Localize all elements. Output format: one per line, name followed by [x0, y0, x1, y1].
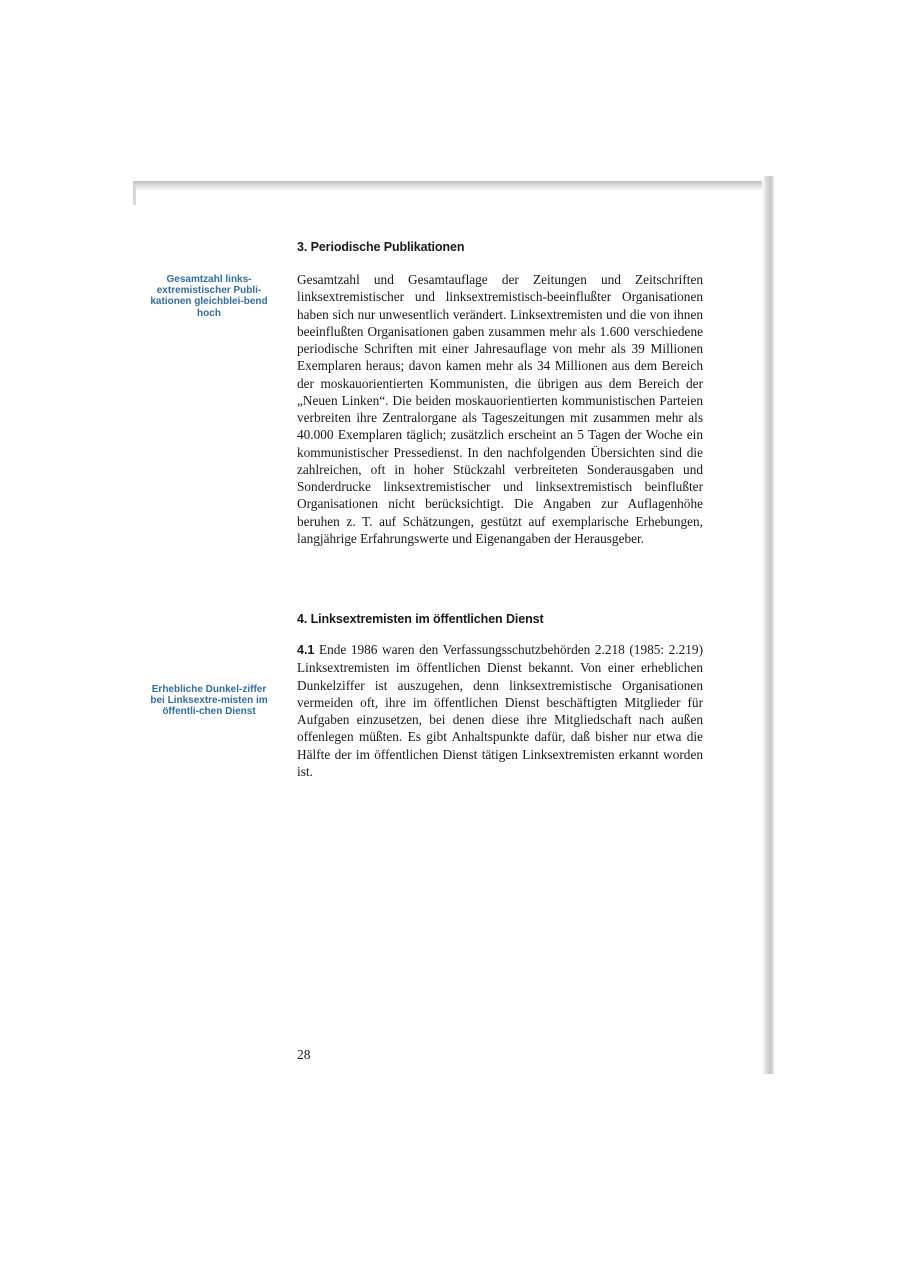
- margin-note-publications: Gesamtzahl links-extremistischer Publi-kationen gleichblei-bend hoch: [150, 274, 268, 319]
- scan-shadow-left: [133, 185, 136, 205]
- section-4-heading: 4. Linksextremisten im öffentlichen Dienst: [297, 612, 544, 626]
- section-4-1-paragraph: [297, 641, 703, 780]
- margin-note-public-service: Erhebliche Dunkel-ziffer bei Linksextre-misten im öffentli-chen Dienst: [150, 684, 268, 718]
- scan-shadow-top: [133, 181, 766, 191]
- section-3-heading: 3. Periodische Publikationen: [297, 240, 465, 254]
- subsection-number: 4.1: [297, 643, 315, 657]
- page-number: 28: [297, 1047, 311, 1062]
- section-4-1-text: Ende 1986 waren den Verfassungsschutzbehörden 2.218 (1985: 2.219) Linksextremisten im öffentlichen Dienst bekannt. Von einer erheblichen Dunkelziffer ist auszugehen, denn linksextremistische Organisationen vermeiden oft, ihre im öffentlichen Dienst beschäftigten Mitglieder für Aufgaben einzusetzen, bei denen diese ihre Mitgliedschaft nach außen offenlegen müßten. Es gibt Anhaltspunkte dafür, daß bisher nur etwa die Hälfte der im öffentlichen Dienst tätigen Linksextremisten erkannt worden ist.: [297, 642, 703, 779]
- scan-shadow-right: [762, 176, 774, 1074]
- section-3-paragraph: Gesamtzahl und Gesamtauflage der Zeitungen und Zeitschriften linksextremistischer und linksextremistisch-beeinflußter Organisationen haben sich nur unwesentlich verändert. Linksextremisten und die von ihnen beeinflußten Organisationen gaben zusammen mehr als 1.600 verschiedene periodische Schriften mit einer Jahresauflage von mehr als 39 Millionen Exemplaren heraus; davon kamen mehr als 34 Millionen aus dem Bereich der moskauorientierten Kommunisten, die übrigen aus dem Bereich der „Neuen Linken“. Die beiden moskauorientierten kommunistischen Parteien verbreiten ihre Zentralorgane als Tageszeitungen mit zusammen mehr als 40.000 Exemplaren täglich; zusätzlich erscheint an 5 Tagen der Woche ein kommunistischer Pressedienst. In den nachfolgenden Übersichten sind die zahlreichen, oft in hoher Stückzahl verbreiteten Sonderausgaben und Sonderdrucke linksextremistischer und linksextremistisch beinflußter Organisationen nicht berücksichtigt. Die Angaben zur Auflagenhöhe beruhen z. T. auf Schätzungen, gestützt auf exemplarische Erhebungen, langjährige Erfahrungswerte und Eigenangaben der Herausgeber.: [297, 272, 703, 546]
